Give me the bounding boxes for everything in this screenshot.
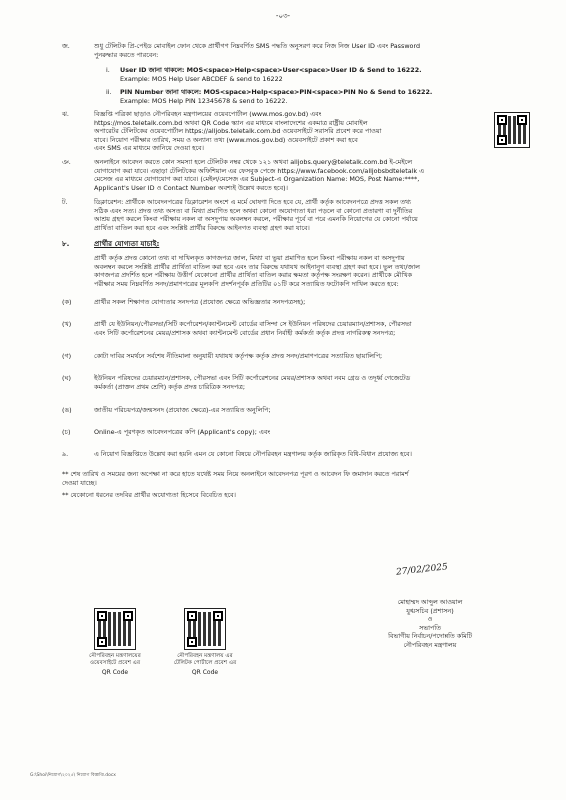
caption-line: নৌপরিবহন মন্ত্রণালয় এর [177, 653, 233, 659]
text-line: প্রার্থীর সকল শিক্ষাগত যোগ্যতার সনদপত্র (প্রযোজ্য ক্ষেত্রে অভিজ্ঞতার সনদপত্রসহ); [94, 298, 306, 306]
text-line: অপারেটর টেলিটকের ওয়েবপোর্টাল https://alljobs.teletalk.com.bd ওয়েবসাইটে সরাসরি প্রবেশ করে পাওয়া [94, 127, 382, 136]
sms-format: PIN Number জানা থাকলে: MOS<space>Help<space>PIN<space>PIN No & Send to 16222. [120, 88, 433, 96]
list-item-ga-marker: (গ) [62, 352, 72, 360]
caption-line: টেলিটক পোর্টালে প্রবেশ এর [173, 660, 237, 666]
note-lobbying: ** যেকোনো ধরনের তদবির প্রার্থীর অযোগ্যতা হিসেবে বিবেচিত হবে। [62, 491, 236, 499]
signatory-name: মোহাম্মদ আব্দুল আওয়াল [397, 598, 463, 606]
text-line: মেসেজ এর মাধ্যমে যোগাযোগ করা যাবে। (মেইল/মেসেজ এর Subject-এ Organization Name: MOS, Post Name:****, [94, 175, 420, 184]
item-j-line: পুনরুদ্ধার করতে পারবেন: [94, 50, 159, 59]
text-line: দেওয়া যাচ্ছে। [62, 478, 97, 487]
handwritten-signature: 27/02/2025 [395, 562, 449, 578]
item-j-line: শুধু টেলিটক প্রি-পেইড মোবাইল ফোন থেকে প্রার্থীগণ নিম্নবর্ণিত SMS পদ্ধতি অনুসরণ করে নিজ নিজ User ID এবং Password [94, 42, 421, 50]
text-line: কর্মকর্তা (প্রাক্তন প্রথম শ্রেণি) কর্তৃক প্রদত্ত চারিত্রিক সনদপত্র; [94, 382, 246, 391]
list-item-cha [94, 428, 534, 437]
sub-i-text [120, 66, 520, 83]
list-item-ka [94, 298, 534, 307]
sms-example: Example: MOS Help User ABCDEF & send to 16222 [120, 74, 283, 83]
section-8-paragraph [94, 254, 534, 288]
text-line: এবং SMS এর মাধ্যমে জানিয়ে দেওয়া হবে। [94, 144, 204, 153]
conjunction: ও [427, 615, 433, 624]
text-line: যাবে। নিয়োগ পরীক্ষার তারিখ, সময় ও অন্যান্য তথ্য (www.mos.gov.bd) ওয়েবসাইটে প্রকাশ করা হবে [94, 135, 358, 144]
text-line: সঠিক এবং সত্য। প্রদত্ত তথ্য অসত্য বা মিথ্যা প্রমাণিত হলে অথবা কোনো অযোগ্যতা ধরা পড়লে বা কোনো প্রতারণা বা দুর্নীতির [94, 206, 413, 215]
qr-code-image [494, 112, 530, 148]
section-8-number: ৮. [62, 239, 70, 248]
list-item-gha-marker: (ঘ) [62, 374, 71, 382]
item-l-marker: ঞ. [62, 158, 71, 166]
text-line: বিজ্ঞপ্তি পত্রিকা ছাড়াও নৌপরিবহন মন্ত্রণালয়ের ওয়েবপোর্টাল (www.mos.gov.bd) এবং [94, 110, 322, 118]
list-item-kha-marker: (খ) [62, 320, 72, 328]
note-deadline [62, 470, 534, 487]
qr-label: QR Code [191, 669, 219, 676]
list-item-ka-marker: (ক) [62, 298, 72, 306]
list-item-umo [94, 406, 534, 415]
committee-name: বিভাগীয় নির্বাচন/পদোন্নতি কমিটি [388, 632, 472, 641]
item-9-text: এ নিয়োগ বিজ্ঞপ্তিতে উল্লেখ করা হয়নি এমন যে কোনো বিষয়ে নৌপরিবহন মন্ত্রণালয় কর্তৃক জারিকৃত বিধি-বিধান প্রযোজ্য হবে। [94, 450, 412, 458]
qr-code-teletalk-portal [184, 608, 226, 650]
item-9-marker: ৯. [62, 450, 69, 458]
text-line: Online-এ পূরণকৃত আবেদনপত্রের কপি (Applicant's copy); এবং [94, 428, 271, 436]
text-line: ইউনিয়ন পরিষদের চেয়ারম্যান/প্রশাসক, পৌরসভা এবং সিটি কর্পোরেশনের মেয়র/প্রশাসক অথবা নবম গ্রেড ও তদূর্ধ্ব গেজেটেড [94, 374, 411, 382]
signatory-designation: যুগ্মসচিব (প্রশাসন) [406, 606, 454, 615]
item-l-text [94, 158, 534, 192]
item-j-text [94, 42, 534, 59]
ministry-name: নৌপরিবহন মন্ত্রণালয় [403, 640, 457, 649]
item-k-marker: ঝ. [62, 110, 69, 118]
list-item-kha [94, 320, 534, 337]
qr-caption-ministry [70, 653, 160, 676]
qr-label: QR Code [101, 669, 129, 676]
item-j-marker: জ. [62, 42, 70, 50]
item-t-text [94, 198, 534, 232]
text-line: প্রার্থী যে ইউনিয়ন/পৌরসভা/সিটি কর্পোরেশন/ক্যান্টনমেন্ট বোর্ডের বাসিন্দা সে ইউনিয়ন পরিষদের চেয়ারম্যান/প্রশাসক, পৌরসভা [94, 320, 412, 328]
signature-block [360, 598, 500, 650]
section-8-heading: প্রার্থীর যোগ্যতা যাচাই: [94, 239, 160, 248]
text-line: কোটা দাবির সমর্থনে সর্বশেষ নীতিমালা অনুযায়ী যথাযথ কর্তৃপক্ষ কর্তৃক প্রদত্ত সনদ/প্রমাণপত্রের সত্যায়িত ছায়ালিপি; [94, 352, 383, 360]
text-line: প্রার্থী কর্তৃক প্রদত্ত কোনো তথ্য বা দাখিলকৃত কাগজপত্র জাল, মিথ্যা বা ভুয়া প্রমাণিত হলে কিংবা পরীক্ষায় নকল বা অসদুপায় [94, 254, 405, 262]
text-line: যোগাযোগ করা যাবে। এছাড়া টেলিটকের অফিশিয়াল এর ফেসবুক পেজে https://www.facebook.com/alljobsbdteletalk এ [94, 166, 424, 175]
list-item-umo-marker: (ঙ) [62, 406, 72, 414]
text-line: অনলাইনে আবেদন করতে কোন সমস্যা হলে টেলিটক নম্বর থেকে ১২১ অথবা alljobs.query@teletalk.com.bd ই-মেইলে [94, 158, 412, 166]
text-line: কাগজপত্র প্রদর্শিত হলে পরীক্ষায় উত্তীর্ণ যেকোনো প্রার্থীর প্রার্থিতা বাতিল করার ক্ষমতা কর্তৃপক্ষ সংরক্ষণ করেন। প্রার্থীকে মৌখিক [94, 271, 412, 280]
page-number: -০৩- [275, 12, 291, 20]
list-item-gha [94, 374, 534, 391]
text-line: জাতীয় পরিচয়পত্র/জন্মসনদ (প্রযোজ্য ক্ষেত্রে)-এর সত্যায়িত অনুলিপি; [94, 406, 271, 414]
sms-example: Example: MOS Help PIN 12345678 & send to 16222. [120, 96, 288, 105]
qr-caption-teletalk [160, 653, 250, 676]
text-line: প্রার্থিতা বাতিল করা হবে এবং সংশ্লিষ্ট প্রার্থীর বিরুদ্ধে আইনগত ব্যবস্থা গ্রহণ করা যাবে। [94, 223, 310, 232]
file-path-footer: G:\Shoi\নিয়োগ\২০২৫\ নিয়োগ বিজ্ঞপ্তি.docx [30, 773, 116, 778]
sub-ii-text [120, 88, 520, 105]
sub-i-marker: i. [106, 66, 110, 74]
qr-code-ministry-website [94, 608, 136, 650]
signatory-role: সভাপতি [419, 623, 441, 632]
text-line: আশ্রয় গ্রহণ করলে কিংবা পরীক্ষায় নকল বা অসদুপায় অবলম্বন করলে, পরীক্ষার পূর্বে বা পরে এমনকি নিয়োগের যে কোনো পর্যায়ে [94, 215, 418, 224]
list-item-ga [94, 352, 534, 361]
text-line: ডিক্লারেশন: প্রার্থীকে আবেদনপত্রের ডিক্লারেশন অংশে এ মর্মে ঘোষণা দিতে হবে যে, প্রার্থী কর্তৃক আবেদনপত্রে প্রদত্ত সকল তথ্য [94, 198, 412, 206]
sms-format: User ID জানা থাকলে: MOS<space>Help<space>User<space>User ID & Send to 16222. [120, 66, 422, 74]
caption-line: নৌপরিবহন মন্ত্রণালয়ের [89, 653, 141, 659]
sub-ii-marker: ii. [106, 88, 112, 96]
text-line: https://mos.teletalk.com.bd অথবা QR Code স্ক্যান এর মাধ্যমে বাংলাদেশের একমাত্র রাষ্ট্রীয় মোবাইল [94, 118, 368, 127]
item-t-marker: ট. [62, 198, 68, 206]
text-line: পরীক্ষার সময় নিম্নবর্ণিত সনদ/প্রমাণপত্রের মূলকপি প্রদর্শনপূর্বক প্রতিটির ০১টি করে সত্যায়িত ফটোকপি দাখিল করতে হবে: [94, 279, 399, 288]
text-line: ** শেষ তারিখ ও সময়ের জন্য অপেক্ষা না করে হাতে যথেষ্ট সময় নিয়ে অনলাইনে আবেদনপত্র পূরণ ও আবেদন ফি জমাদান করতে পরামর্শ [62, 470, 409, 478]
item-k-text [94, 110, 474, 153]
caption-line: ওয়েবসাইটে প্রবেশ এর [89, 660, 141, 666]
text-line: Applicant's User ID ও Contact Number অবশ্যই উল্লেখ করতে হবে)। [94, 183, 288, 192]
text-line: অবলম্বন করলে সংশ্লিষ্ট প্রার্থীর প্রার্থিতা বাতিল করা হবে এবং তার বিরুদ্ধে যথাযথ আইনানুগ ব্যবস্থা গ্রহণ করা হবে। ভুল তথ্য/জাল [94, 262, 420, 271]
list-item-cha-marker: (চ) [62, 428, 71, 436]
text-line: এবং সিটি কর্পোরেশনের মেয়র/প্রশাসক অথবা ক্যান্টনমেন্ট বোর্ডের প্রধান নির্বাহী কর্মকর্তা কর্তৃক প্রদত্ত নাগরিকত্ব সনদপত্র; [94, 328, 396, 337]
